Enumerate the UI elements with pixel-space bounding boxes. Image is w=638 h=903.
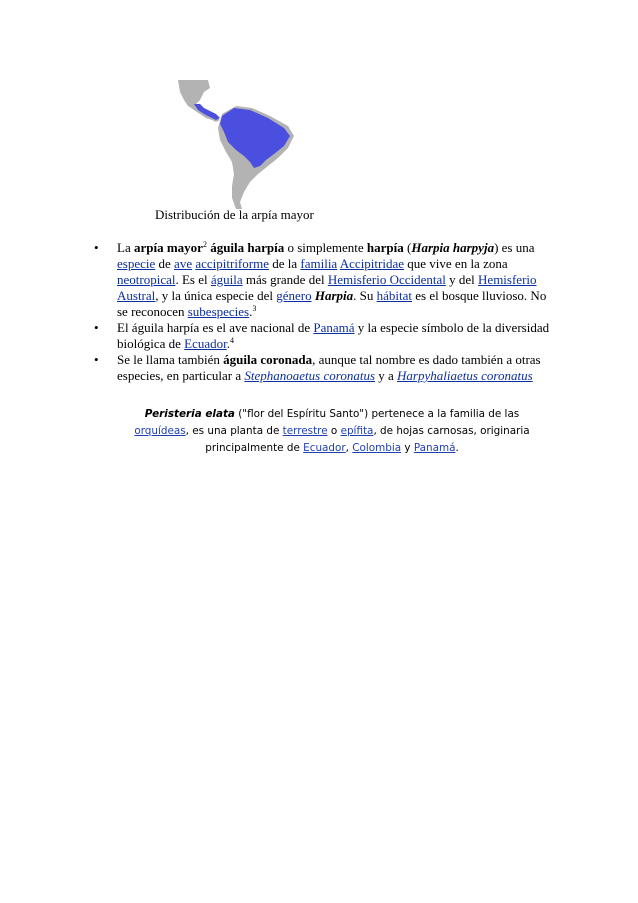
link-panama[interactable]: Panamá	[313, 320, 355, 335]
text: . Es el	[175, 272, 211, 287]
text: , aunque tal nombre es dado también a otras especies, en particular a	[117, 352, 541, 383]
list-item	[94, 240, 554, 320]
link-accipitriforme[interactable]: accipitriforme	[195, 256, 269, 271]
link-epifita[interactable]: epífita	[340, 425, 374, 437]
list-item	[94, 320, 554, 352]
link-ave[interactable]: ave	[174, 256, 193, 271]
text: .	[226, 336, 230, 351]
text: de	[155, 256, 175, 271]
link-ecuador[interactable]: Ecuador	[184, 336, 227, 351]
bullet-icon: •	[94, 320, 99, 335]
text: o	[327, 425, 341, 437]
link-subespecies[interactable]: subespecies	[187, 304, 250, 319]
text: más grande del	[242, 272, 328, 287]
reference[interactable]: 2	[202, 240, 207, 249]
bold-term: harpía	[366, 240, 404, 255]
link-familia[interactable]: familia	[300, 256, 338, 271]
text: ("flor del Espíritu Santo") pertenece a la familia de las	[234, 408, 520, 420]
text: o simplemente	[284, 240, 367, 255]
list-item	[94, 352, 554, 384]
distribution-map	[170, 78, 300, 210]
link-colombia[interactable]: Colombia	[352, 442, 402, 454]
bold-term: águila coronada	[223, 352, 313, 367]
text: y la especie símbolo de la diversidad biológica de	[117, 320, 550, 351]
link-hemisferio-austral[interactable]: Hemisferio Austral	[117, 272, 537, 303]
link-genero[interactable]: género	[276, 288, 312, 303]
bold-term: arpía mayor	[133, 240, 203, 255]
orchid-name: Peristeria elata	[144, 408, 235, 420]
fact-list	[94, 240, 554, 384]
text: ) es una	[494, 240, 535, 255]
scientific-name: Harpia harpyja	[411, 240, 495, 255]
link-neotropical[interactable]: neotropical	[117, 272, 176, 287]
link-aguila[interactable]: águila	[210, 272, 243, 287]
link-terrestre[interactable]: terrestre	[282, 425, 328, 437]
text: , es una planta de	[185, 425, 283, 437]
link-harpyhaliaetus[interactable]: Harpyhaliaetus coronatus	[397, 368, 533, 383]
text: El águila harpía es el ave nacional de	[117, 320, 314, 335]
link-accipitridae[interactable]: Accipitridae	[339, 256, 405, 271]
text: .	[455, 442, 459, 454]
text: (	[403, 240, 412, 255]
map-caption: Distribución de la arpía mayor	[155, 207, 314, 222]
text: y del	[445, 272, 479, 287]
link-especie[interactable]: especie	[117, 256, 156, 271]
link-stephanoaetus[interactable]: Stephanoaetus coronatus	[244, 368, 375, 383]
orchid-note	[118, 406, 546, 457]
text: ,	[345, 442, 353, 454]
link-habitat[interactable]: hábitat	[376, 288, 412, 303]
link-hemisferio-occidental[interactable]: Hemisferio Occidental	[327, 272, 446, 287]
text: y	[401, 442, 414, 454]
bullet-icon: •	[94, 240, 99, 255]
text: que vive en la zona	[404, 256, 508, 271]
link-ecuador-note[interactable]: Ecuador	[303, 442, 346, 454]
text: . Su	[353, 288, 377, 303]
text: y a	[375, 368, 398, 383]
text: de la	[268, 256, 301, 271]
genus-name: Harpia	[314, 288, 354, 303]
text: Se le llama también	[117, 352, 224, 367]
text: .	[249, 304, 253, 319]
text: es el bosque lluvioso. No se reconocen	[117, 288, 547, 319]
reference[interactable]: 4	[230, 336, 234, 345]
reference[interactable]: 3	[252, 304, 257, 313]
link-orquideas[interactable]: orquídeas	[134, 425, 186, 437]
bullet-icon: •	[94, 352, 99, 367]
text: La	[117, 240, 134, 255]
link-panama-note[interactable]: Panamá	[413, 442, 456, 454]
bold-term: águila harpía	[210, 240, 285, 255]
text: , y la única especie del	[155, 288, 277, 303]
text: , de hojas carnosas, originaria principalmente de	[205, 425, 530, 454]
